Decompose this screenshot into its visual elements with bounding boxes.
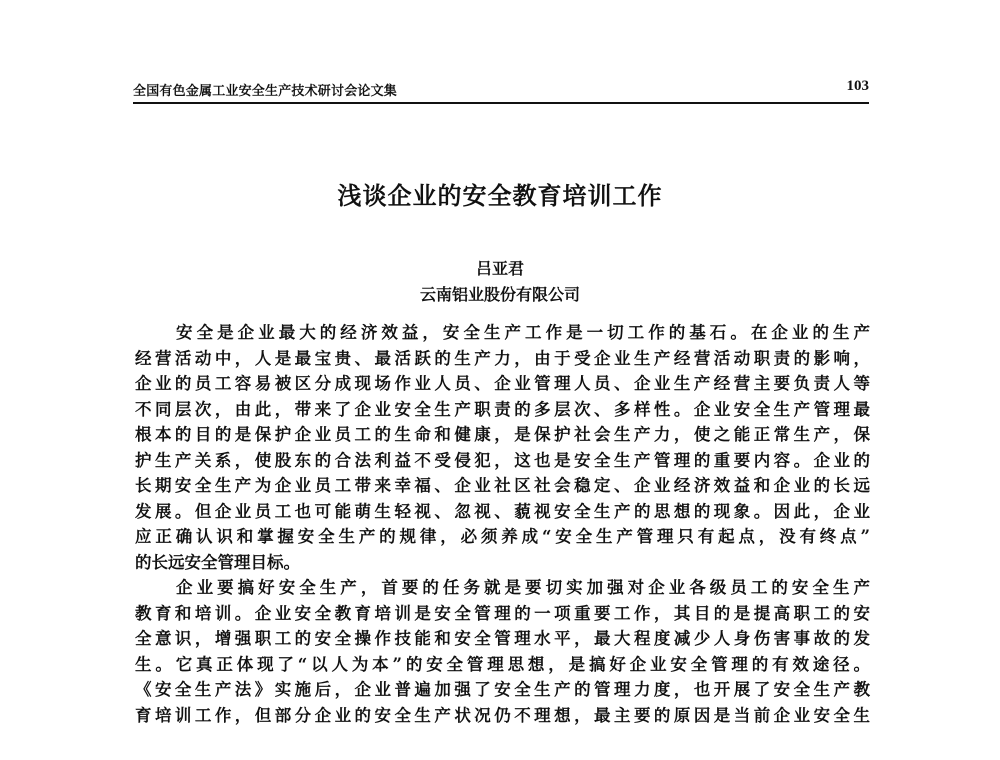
paper-title: 浅谈企业的安全教育培训工作 (337, 182, 663, 210)
author-affiliation: 云南铝业股份有限公司 (419, 285, 580, 304)
body-line: 安全是企业最大的经济效益，安全生产工作是一切工作的基石。在企业的生产 (135, 323, 870, 342)
body-line: 护生产关系，使股东的合法利益不受侵犯，这也是安全生产管理的重要内容。企业的 (135, 450, 870, 470)
body-line: 全意识，增强职工的安全操作技能和安全管理水平，最大程度减少人身伤害事故的发 (135, 629, 870, 648)
body-line: 企业的员工容易被区分成现场作业人员、企业管理人员、企业生产经营主要负责人等 (135, 374, 870, 393)
body-line: 发展。但企业员工也可能萌生轻视、忽视、藐视安全生产的思想的现象。因此，企业 (135, 501, 870, 521)
running-header (133, 78, 869, 104)
body-line: 不同层次，由此，带来了企业安全生产职责的多层次、多样性。企业安全生产管理最 (135, 399, 870, 419)
body-line: 教育和培训。企业安全教育培训是安全管理的一项重要工作，其目的是提高职工的安 (135, 603, 870, 623)
journal-title: 全国有色金属工业安全生产技术研讨会论文集 (133, 84, 398, 99)
body-line: 的长远安全管理目标。 (135, 552, 300, 572)
page-number: 103 (846, 78, 869, 94)
body-line: 生。它真正体现了“以人为本”的安全管理思想，是搞好企业安全管理的有效途径。 (135, 654, 870, 674)
body-line: 育培训工作，但部分企业的安全生产状况仍不理想，最主要的原因是当前企业安全生 (135, 705, 870, 725)
body-line: 经营活动中，人是最宝贵、最活跃的生产力，由于受企业生产经营活动职责的影响， (135, 348, 870, 368)
body-line: 根本的目的是保护企业员工的生命和健康，是保护社会生产力，使之能正常生产，保 (135, 425, 870, 444)
body-text (135, 320, 870, 728)
body-line: 应正确认识和掌握安全生产的规律，必须养成“安全生产管理只有起点，没有终点” (135, 527, 870, 546)
author-name: 吕亚君 (475, 259, 524, 278)
body-line: 长期安全生产为企业员工带来幸福、企业社区社会稳定、企业经济效益和企业的长远 (135, 476, 870, 495)
body-line: 《安全生产法》实施后，企业普遍加强了安全生产的管理力度，也开展了安全生产教 (135, 680, 870, 699)
body-line: 企业要搞好安全生产，首要的任务就是要切实加强对企业各级员工的安全生产 (135, 578, 870, 597)
